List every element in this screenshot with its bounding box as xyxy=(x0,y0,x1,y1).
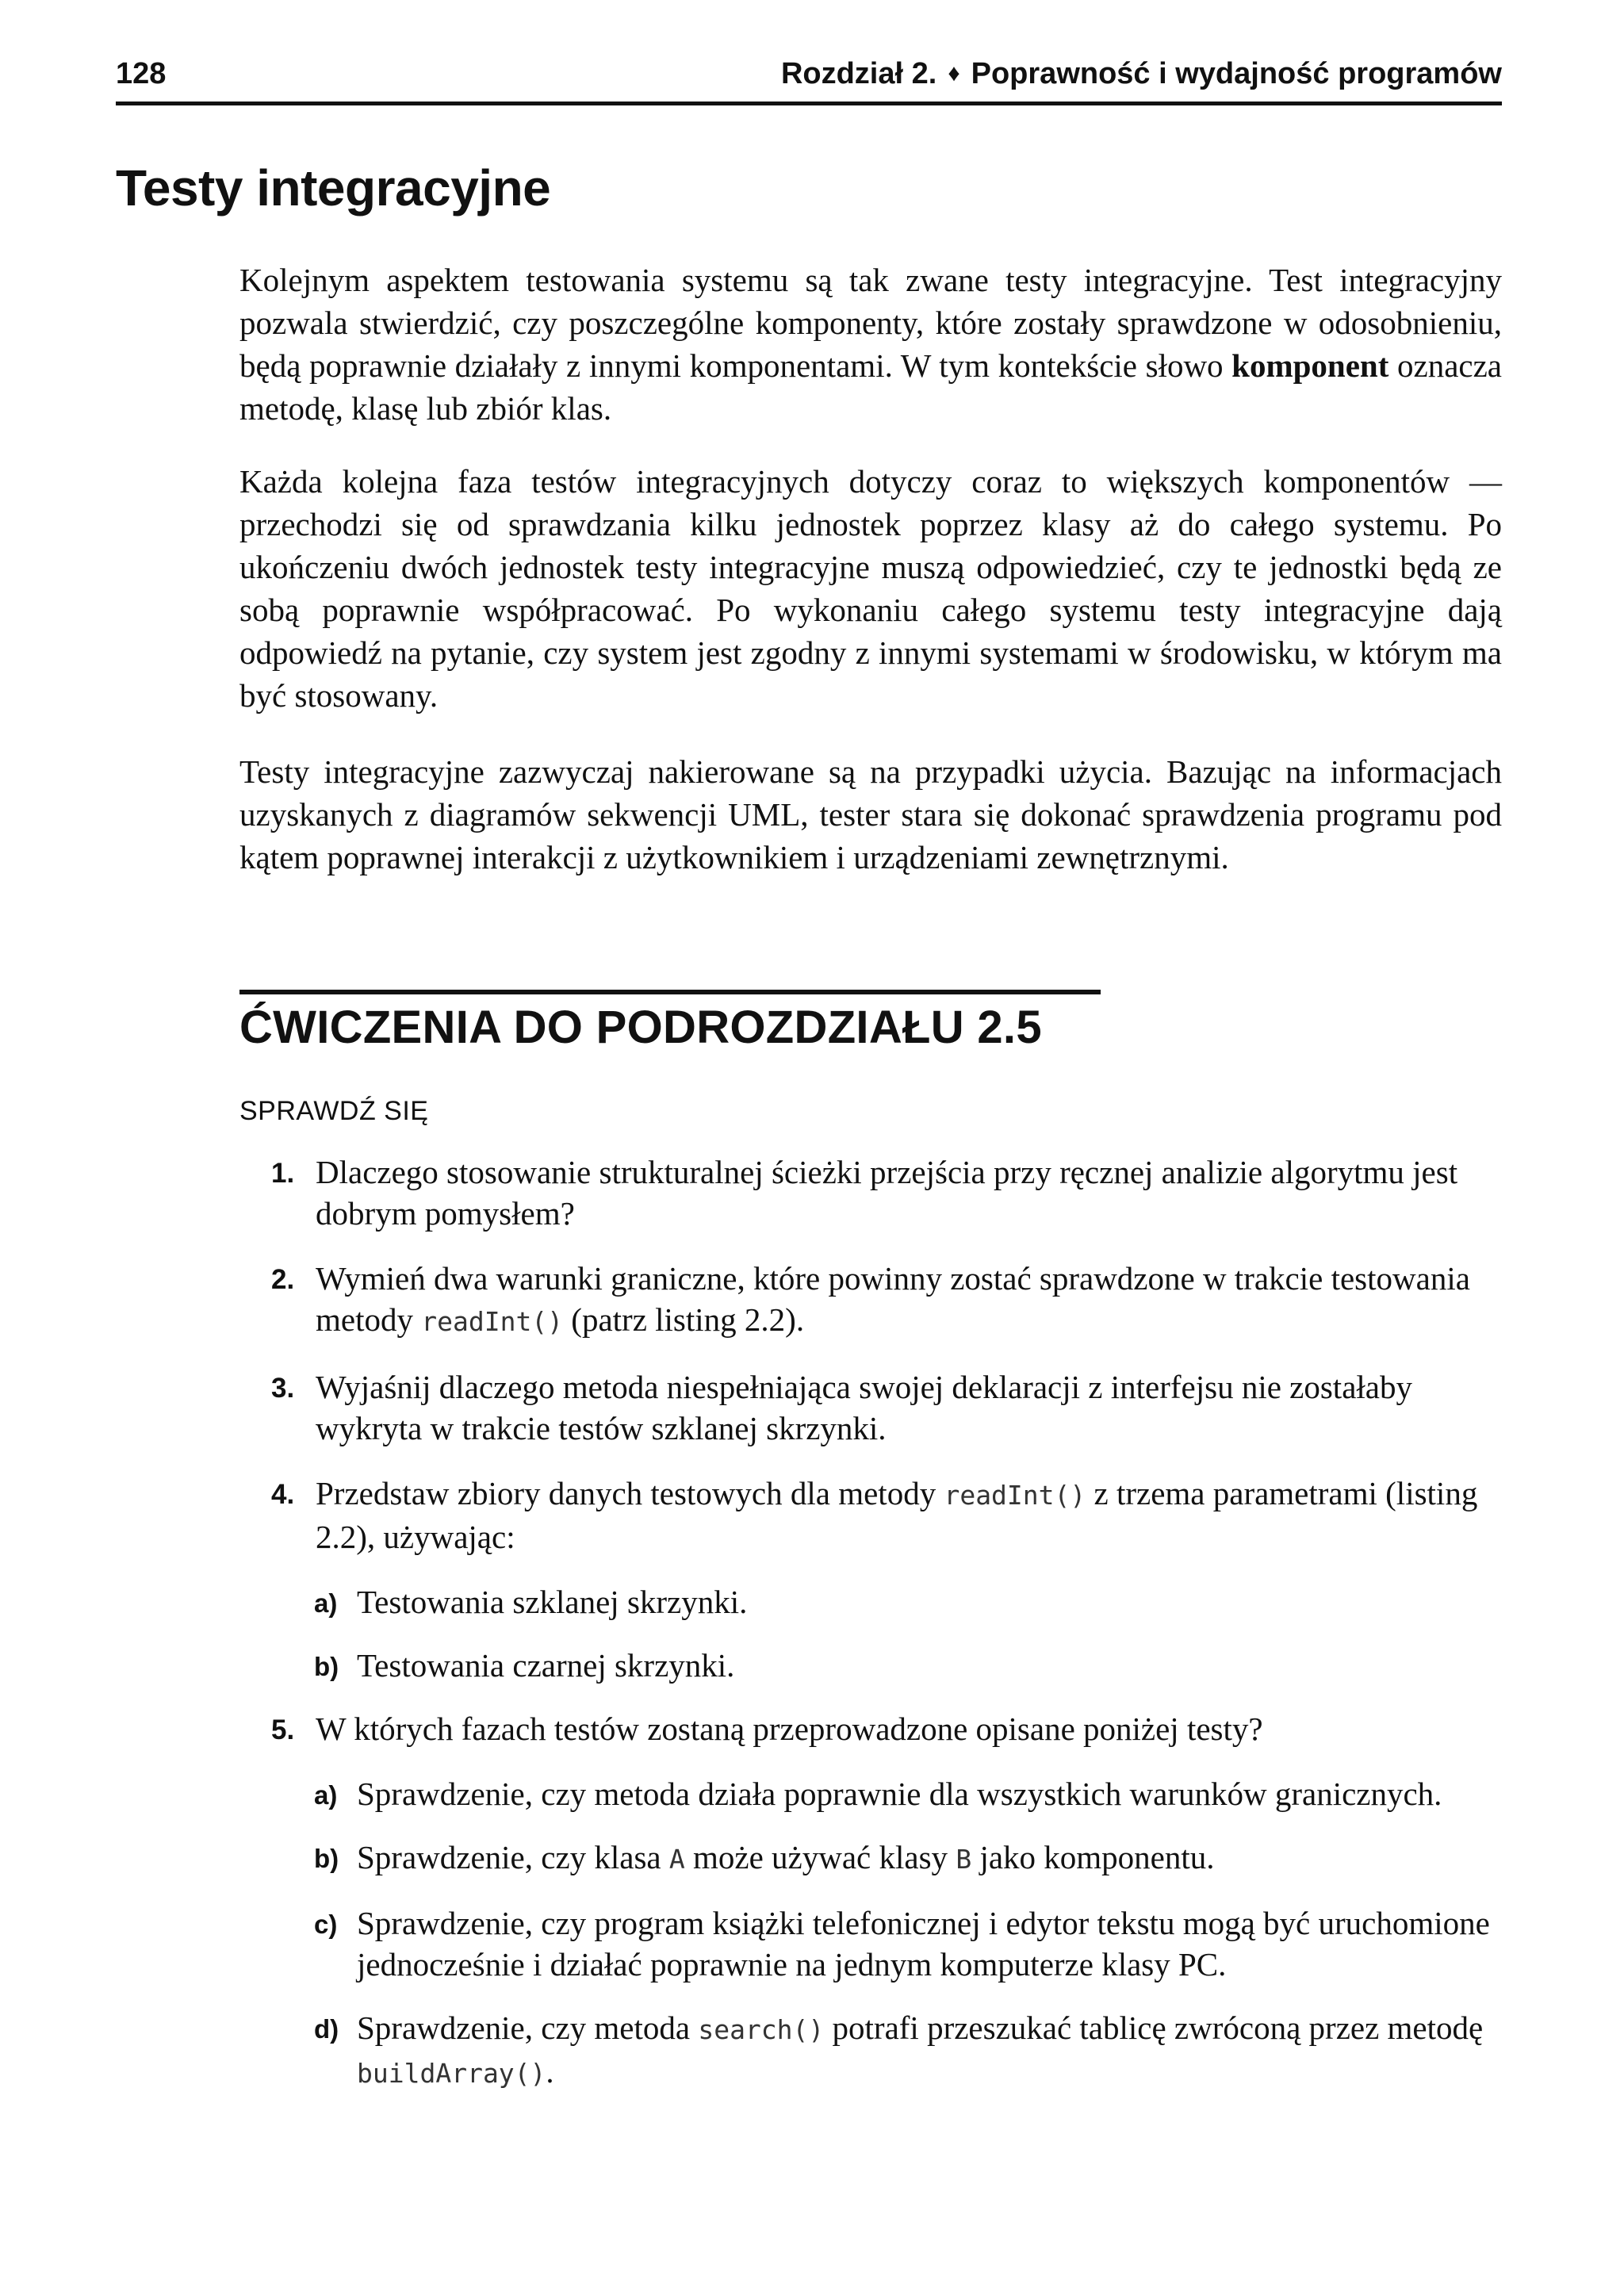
code-readint: readInt() xyxy=(421,1306,564,1337)
paragraph-1-text-a: Kolejnym aspektem testowania systemu są tak zwane testy integracyjne. Test integracyjny pozwala stwierdzić, czy poszczególne komponenty, które zostały sprawdzone w odosobnieniu, będą poprawnie działały z innymi komponentami. W tym kontekście słowo xyxy=(239,262,1502,384)
chapter-label: Rozdział 2. xyxy=(780,57,937,90)
exercise-text: Wyjaśnij dlaczego metoda niespełniająca swojej deklaracji z interfejsu nie zostałaby wykryta w trakcie testów szklanej skrzynki. xyxy=(316,1369,1412,1446)
exercise-5b xyxy=(239,1837,1502,1880)
subitem-letter: a) xyxy=(314,1780,338,1810)
exercise-4b xyxy=(239,1645,1502,1686)
diamond-separator: ♦ xyxy=(948,60,960,86)
exercises-rule xyxy=(239,990,1101,994)
exercise-text: Wymień dwa warunki graniczne, które powinny zostać sprawdzone w trakcie testowania metody xyxy=(316,1260,1470,1338)
exercises-subtitle: SPRAWDŹ SIĘ xyxy=(239,1096,429,1126)
paragraph-1-text-b: oznacza metodę, klasę lub zbiór klas. xyxy=(239,347,1502,427)
running-head xyxy=(781,57,1502,91)
code-class-b: B xyxy=(956,1844,972,1875)
subitem-text: Sprawdzenie, czy metoda xyxy=(357,2009,699,2046)
code-readint: readInt() xyxy=(944,1480,1086,1511)
exercise-text: Przedstaw zbiory danych testowych dla metody xyxy=(316,1475,944,1511)
subitem-text: jako komponentu. xyxy=(971,1839,1215,1875)
chapter-title: Poprawność i wydajność programów xyxy=(971,57,1502,90)
exercise-4a xyxy=(239,1581,1502,1622)
subitem-text: Testowania szklanej skrzynki. xyxy=(357,1584,748,1620)
exercise-number: 1. xyxy=(271,1158,295,1189)
subitem-text: Testowania czarnej skrzynki. xyxy=(357,1647,735,1684)
code-search: search() xyxy=(698,2014,825,2045)
page-header xyxy=(116,49,1502,105)
exercise-5a xyxy=(239,1773,1502,1814)
exercise-1 xyxy=(239,1151,1502,1234)
exercise-text: W których fazach testów zostaną przeprowadzone opisane poniżej testy? xyxy=(316,1711,1263,1747)
exercise-number: 3. xyxy=(271,1373,295,1404)
exercise-4 xyxy=(239,1473,1502,1557)
term-komponent: komponent xyxy=(1231,347,1389,384)
code-class-a: A xyxy=(668,1844,685,1875)
exercise-5c xyxy=(239,1902,1502,1985)
section-title: Testy integracyjne xyxy=(116,159,551,216)
subitem-text: . xyxy=(546,2053,554,2090)
subitem-letter: b) xyxy=(314,1844,339,1873)
exercise-list xyxy=(239,1151,1502,2117)
exercise-number: 4. xyxy=(271,1479,295,1510)
subitem-letter: b) xyxy=(314,1652,339,1681)
exercises-title: ĆWICZENIA DO PODROZDZIAŁU 2.5 xyxy=(239,1002,1042,1053)
exercise-3 xyxy=(239,1366,1502,1449)
page-number: 128 xyxy=(116,57,167,90)
code-buildarray: buildArray() xyxy=(357,2058,546,2089)
paragraph-3-text: Testy integracyjne zazwyczaj nakierowane są na przypadki użycia. Bazując na informacjach uzyskanych z diagramów sekwencji UML, tester stara się dokonać sprawdzenia programu pod kątem poprawnej interakcji z użytkownikiem i urządzeniami zewnętrznymi. xyxy=(239,753,1502,875)
subitem-text: może używać klasy xyxy=(684,1839,956,1875)
subitem-text: Sprawdzenie, czy klasa xyxy=(357,1839,669,1875)
exercise-text: Dlaczego stosowanie strukturalnej ścieżki przejścia przy ręcznej analizie algorytmu jest dobrym pomysłem? xyxy=(316,1154,1458,1232)
subitem-text: Sprawdzenie, czy metoda działa poprawnie dla wszystkich warunków granicznych. xyxy=(357,1776,1442,1812)
paragraph-1 xyxy=(239,259,1502,430)
subitem-letter: d) xyxy=(314,2014,339,2044)
paragraph-3 xyxy=(239,750,1502,879)
exercise-2 xyxy=(239,1258,1502,1343)
exercise-number: 2. xyxy=(271,1264,295,1295)
exercise-5d xyxy=(239,2007,1502,2094)
paragraph-2-text: Każda kolejna faza testów integracyjnych dotyczy coraz to większych komponentów — przechodzi się od sprawdzania kilku jednostek poprzez klasy aż do całego systemu. Po ukończeniu dwóch jednostek testy integracyjne muszą odpowiedzieć, czy te jednostki będą ze sobą poprawnie współpracować. Po wykonaniu całego systemu testy integracyjne dają odpowiedź na pytanie, czy system jest zgodny z innymi systemami w środowisku, w którym ma być stosowany. xyxy=(239,463,1502,714)
subitem-letter: a) xyxy=(314,1588,338,1618)
subitem-letter: c) xyxy=(314,1910,338,1939)
exercise-text: z trzema parametrami (listing 2.2), używając: xyxy=(316,1475,1478,1555)
exercise-5 xyxy=(239,1708,1502,1749)
exercise-number: 5. xyxy=(271,1714,295,1745)
subitem-text: Sprawdzenie, czy program książki telefonicznej i edytor tekstu mogą być uruchomione jednocześnie i działać poprawnie na jednym komputerze klasy PC. xyxy=(357,1905,1490,1983)
subitem-text: potrafi przeszukać tablicę zwróconą przez metodę xyxy=(824,2009,1484,2046)
paragraph-2 xyxy=(239,460,1502,717)
exercise-text: (patrz listing 2.2). xyxy=(563,1301,805,1338)
